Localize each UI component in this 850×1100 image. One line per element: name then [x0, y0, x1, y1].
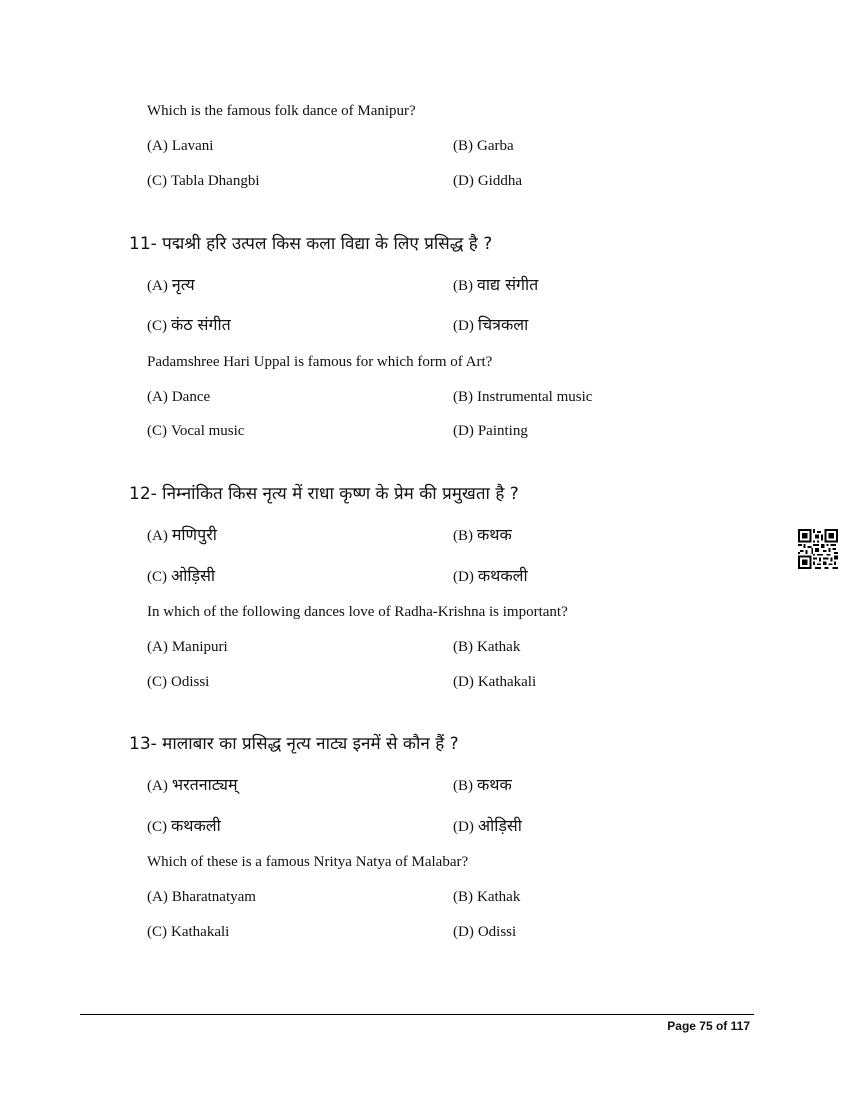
option-label: (A) — [147, 639, 168, 655]
question-text-hindi: 12- निम्नांकित किस नृत्य में राधा कृष्ण के प्रेम की प्रमुखता है ? — [129, 484, 519, 504]
option-text: Giddha — [477, 173, 522, 189]
page-number: Page 75 of 117 — [667, 1019, 750, 1033]
option-text: Lavani — [171, 138, 214, 154]
option-a-hindi — [147, 773, 238, 795]
option-text: Bharatnatyam — [171, 889, 256, 905]
option-label: (C) — [147, 423, 167, 439]
option-b-hindi — [453, 773, 512, 795]
option-text: मणिपुरी — [171, 525, 217, 544]
option-text: Kathak — [477, 889, 521, 905]
option-text: Manipuri — [171, 639, 228, 655]
option-label: (D) — [453, 318, 474, 334]
option-a — [147, 639, 228, 656]
option-d — [453, 173, 522, 190]
option-label: (C) — [147, 924, 167, 940]
option-b — [453, 639, 520, 656]
option-label: (D) — [453, 423, 474, 439]
question-text: Padamshree Hari Uppal is famous for which form of Art? — [147, 354, 493, 370]
option-label: (C) — [147, 819, 167, 835]
option-a — [147, 889, 256, 906]
option-text: Kathak — [477, 639, 521, 655]
option-label: (D) — [453, 819, 474, 835]
option-label: (A) — [147, 528, 168, 544]
option-c-hindi — [147, 564, 215, 586]
option-c-hindi — [147, 313, 231, 335]
option-c-hindi — [147, 814, 221, 836]
option-c — [147, 674, 209, 691]
option-text: Kathakali — [171, 924, 230, 940]
option-label: (D) — [453, 173, 474, 189]
option-text: Odissi — [477, 924, 517, 940]
option-text: Instrumental music — [477, 389, 593, 405]
question-text: Which is the famous folk dance of Manipur? — [147, 103, 416, 119]
option-text: कथक — [477, 525, 512, 544]
option-label: (B) — [453, 778, 473, 794]
option-label: (B) — [453, 389, 473, 405]
option-b — [453, 138, 514, 155]
option-d — [453, 924, 516, 941]
option-b-hindi — [453, 273, 538, 295]
option-c — [147, 423, 244, 440]
option-label: (D) — [453, 674, 474, 690]
option-text: Painting — [477, 423, 528, 439]
option-d-hindi — [453, 564, 528, 586]
option-d — [453, 423, 528, 440]
option-label: (C) — [147, 173, 167, 189]
option-d-hindi — [453, 313, 528, 335]
option-text: Tabla Dhangbi — [171, 173, 260, 189]
option-label: (A) — [147, 389, 168, 405]
option-a — [147, 389, 210, 406]
option-text: नृत्य — [171, 275, 195, 294]
option-label: (A) — [147, 278, 168, 294]
footer-divider — [80, 1014, 754, 1015]
option-text: ओड़िसी — [477, 816, 522, 835]
option-label: (B) — [453, 639, 473, 655]
option-label: (C) — [147, 674, 167, 690]
option-a-hindi — [147, 273, 195, 295]
option-label: (A) — [147, 778, 168, 794]
option-text: कथकली — [171, 816, 221, 835]
option-text: Kathakali — [477, 674, 537, 690]
option-b — [453, 389, 592, 406]
option-label: (D) — [453, 569, 474, 585]
option-text: कथक — [477, 775, 512, 794]
option-text: Dance — [171, 389, 211, 405]
option-text: Odissi — [171, 674, 210, 690]
option-text: वाद्य संगीत — [477, 275, 539, 294]
question-text: Which of these is a famous Nritya Natya of Malabar? — [147, 854, 469, 870]
option-label: (B) — [453, 138, 473, 154]
option-label: (C) — [147, 569, 167, 585]
option-b — [453, 889, 520, 906]
option-text: चित्रकला — [477, 315, 529, 334]
option-a — [147, 138, 213, 155]
option-label: (D) — [453, 924, 474, 940]
option-label: (C) — [147, 318, 167, 334]
option-a-hindi — [147, 523, 217, 545]
option-text: Garba — [477, 138, 514, 154]
option-c — [147, 924, 229, 941]
option-label: (B) — [453, 278, 473, 294]
option-label: (B) — [453, 889, 473, 905]
option-text: कंठ संगीत — [171, 315, 231, 334]
option-label: (A) — [147, 889, 168, 905]
option-text: Vocal music — [171, 423, 245, 439]
option-d-hindi — [453, 814, 522, 836]
question-text: In which of the following dances love of Radha-Krishna is important? — [147, 604, 568, 620]
option-label: (A) — [147, 138, 168, 154]
option-label: (B) — [453, 528, 473, 544]
question-text-hindi: 13- मालाबार का प्रसिद्ध नृत्य नाट्य इनमें से कौन हैं ? — [129, 734, 459, 754]
option-text: भरतनाट्यम् — [171, 775, 238, 794]
option-c — [147, 173, 260, 190]
option-text: कथकली — [477, 566, 528, 585]
question-text-hindi: 11- पद्मश्री हरि उत्पल किस कला विद्या के लिए प्रसिद्ध है ? — [129, 234, 493, 254]
option-text: ओड़िसी — [171, 566, 216, 585]
option-b-hindi — [453, 523, 512, 545]
qr-code-icon — [798, 529, 838, 569]
option-d — [453, 674, 536, 691]
